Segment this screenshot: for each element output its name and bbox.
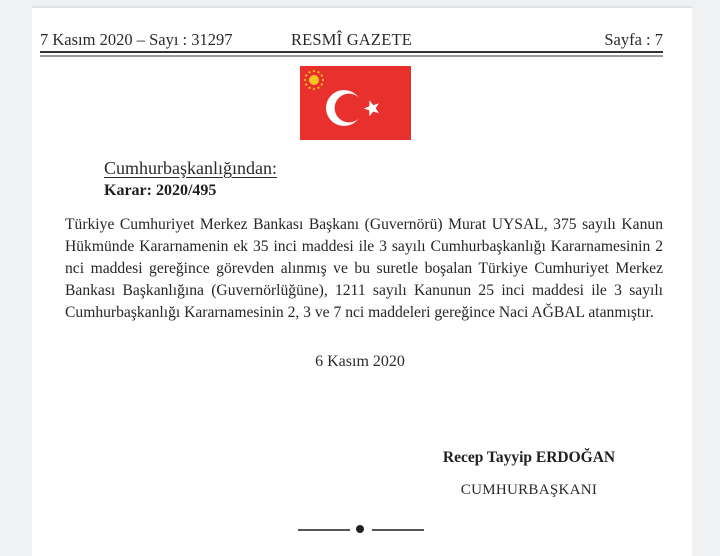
issuing-authority: Cumhurbaşkanlığından:: [104, 158, 277, 178]
presidential-flag-icon: [300, 66, 411, 140]
separator-line-right: [372, 529, 424, 531]
gazette-header: [40, 30, 663, 52]
separator-line-left: [298, 529, 350, 531]
page-number: Sayfa : 7: [604, 30, 663, 49]
header-rule-top: [40, 51, 663, 53]
signatory-name: Recep Tayyip ERDOĞAN: [442, 449, 616, 466]
decision-date: 6 Kasım 2020: [315, 353, 405, 370]
issue-info: 7 Kasım 2020 – Sayı : 31297: [40, 30, 233, 49]
document-page: [32, 6, 692, 556]
decision-number: Karar: 2020/495: [104, 182, 217, 199]
section-separator: [298, 523, 424, 535]
header-rule-bottom: [40, 55, 663, 57]
signatory-title: CUMHURBAŞKANI: [460, 482, 598, 498]
gazette-title: RESMÎ GAZETE: [290, 30, 413, 49]
separator-dot-icon: [356, 525, 364, 533]
decision-body: Türkiye Cumhuriyet Merkez Bankası Başkanı (Guvernörü) Murat UYSAL, 375 sayılı Kanun Hükmünde Kararnamenin ek 35 inci maddesi ile 3 sayılı Cumhurbaşkanlığı Kararnamesinin 2 nci maddesi gereğince görevden alınmış ve bu suretle boşalan Türkiye Cumhuriyet Merkez Bankası Başkanlığına (Guvernörlüğüne), 1211 sayılı Kanunun 25 inci maddesi ile 3 sayılı Cumhurbaşkanlığı Kararnamesinin 2, 3 ve 7 nci maddeleri gereğince Naci AĞBAL atanmıştır.: [65, 216, 663, 321]
